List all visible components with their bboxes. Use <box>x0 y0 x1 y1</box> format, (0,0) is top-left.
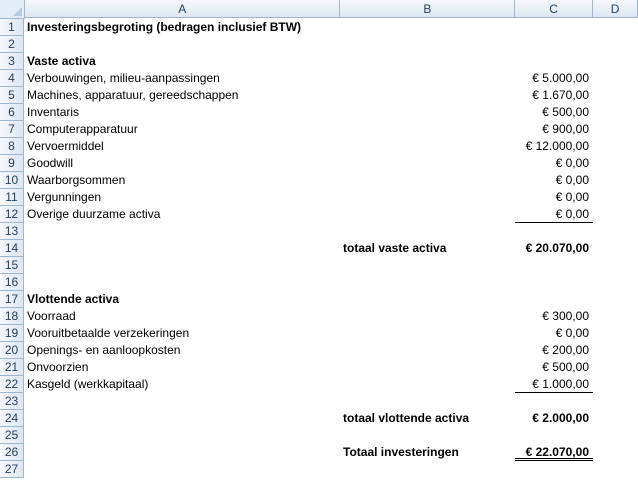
cell-c[interactable]: € 2.000,00 <box>532 411 589 425</box>
row-header[interactable]: 8 <box>0 138 24 155</box>
cell-d[interactable] <box>593 410 638 427</box>
table-row <box>0 274 638 291</box>
cell-b[interactable] <box>340 427 515 444</box>
table-row <box>0 444 638 461</box>
cell-a[interactable]: Machines, apparatuur, gereedschappen <box>27 88 239 102</box>
cell-d[interactable] <box>593 104 638 121</box>
row-header[interactable]: 9 <box>0 155 24 172</box>
cell-d[interactable] <box>593 325 638 342</box>
table-row <box>0 410 638 427</box>
table-row <box>0 427 638 444</box>
cell-a[interactable]: Vlottende activa <box>27 292 120 306</box>
row-header[interactable]: 22 <box>0 376 24 393</box>
cell-d[interactable] <box>593 19 638 36</box>
cell-c[interactable]: € 1.670,00 <box>532 88 589 102</box>
row-header[interactable]: 18 <box>0 308 24 325</box>
cell-c[interactable] <box>515 53 593 70</box>
table-row <box>0 342 638 359</box>
cell-c[interactable]: € 900,00 <box>542 122 589 136</box>
cell-a[interactable] <box>24 257 340 274</box>
cell-b[interactable] <box>340 376 515 393</box>
cell-d[interactable] <box>593 427 638 444</box>
cell-b[interactable] <box>340 342 515 359</box>
cell-c[interactable]: € 20.070,00 <box>525 241 589 255</box>
cell-d[interactable] <box>593 121 638 138</box>
row-header[interactable]: 14 <box>0 240 24 257</box>
cell-c[interactable] <box>515 36 593 53</box>
table-row <box>0 240 638 257</box>
cell-a[interactable] <box>24 427 340 444</box>
grid-rows <box>0 19 638 478</box>
cell-b[interactable] <box>340 223 515 240</box>
cell-d[interactable] <box>593 240 638 257</box>
table-row <box>0 291 638 308</box>
cell-b[interactable] <box>340 138 515 155</box>
table-row <box>0 308 638 325</box>
cell-c[interactable]: € 200,00 <box>542 343 589 357</box>
row-header[interactable]: 2 <box>0 36 24 53</box>
cell-c[interactable]: € 1.000,00 <box>515 376 593 393</box>
row-header[interactable]: 3 <box>0 53 24 70</box>
cell-b[interactable] <box>340 257 515 274</box>
cell-b[interactable] <box>340 70 515 87</box>
cell-a[interactable] <box>24 410 340 427</box>
row-header[interactable]: 20 <box>0 342 24 359</box>
cell-d[interactable] <box>593 87 638 104</box>
table-row <box>0 53 638 70</box>
cell-a[interactable]: Goodwill <box>27 156 74 170</box>
cell-a[interactable] <box>24 393 340 410</box>
cell-c[interactable]: € 300,00 <box>542 309 589 323</box>
cell-c[interactable] <box>515 427 593 444</box>
row-header[interactable]: 13 <box>0 223 24 240</box>
cell-a[interactable] <box>24 461 340 478</box>
cell-b[interactable] <box>340 36 515 53</box>
table-row <box>0 36 638 53</box>
cell-c[interactable]: € 0,00 <box>555 173 589 187</box>
cell-b[interactable] <box>340 189 515 206</box>
table-row <box>0 223 638 240</box>
cell-c[interactable]: € 0,00 <box>515 206 593 223</box>
cell-a[interactable] <box>24 444 340 461</box>
cell-b[interactable] <box>340 104 515 121</box>
cell-b[interactable] <box>340 325 515 342</box>
table-row <box>0 87 638 104</box>
cell-c[interactable] <box>515 393 593 410</box>
table-row <box>0 138 638 155</box>
cell-c[interactable] <box>515 19 593 36</box>
cell-d[interactable] <box>593 444 638 461</box>
cell-b[interactable] <box>340 308 515 325</box>
cell-c[interactable]: € 12.000,00 <box>525 139 589 153</box>
row-header[interactable]: 16 <box>0 274 24 291</box>
cell-c[interactable] <box>515 461 593 478</box>
cell-b[interactable] <box>340 172 515 189</box>
cell-a[interactable]: Vervoermiddel <box>27 139 104 153</box>
cell-b[interactable] <box>340 291 515 308</box>
row-header[interactable]: 12 <box>0 206 24 223</box>
cell-d[interactable] <box>593 376 638 393</box>
row-header[interactable]: 1 <box>0 19 24 36</box>
table-row <box>0 359 638 376</box>
table-row <box>0 121 638 138</box>
column-header-b[interactable]: B <box>340 0 515 18</box>
cell-d[interactable] <box>593 291 638 308</box>
cell-d[interactable] <box>593 36 638 53</box>
table-row <box>0 189 638 206</box>
cell-a[interactable]: Voorraad <box>27 309 76 323</box>
cell-d[interactable] <box>593 342 638 359</box>
row-header[interactable]: 21 <box>0 359 24 376</box>
cell-d[interactable] <box>593 206 638 223</box>
table-row <box>0 172 638 189</box>
cell-c[interactable] <box>515 291 593 308</box>
cell-b[interactable] <box>340 19 515 36</box>
cell-b[interactable] <box>340 53 515 70</box>
row-header[interactable]: 7 <box>0 121 24 138</box>
cell-a[interactable]: Vooruitbetaalde verzekeringen <box>27 326 190 340</box>
cell-d[interactable] <box>593 359 638 376</box>
cell-b[interactable]: totaal vlottende activa <box>343 411 470 425</box>
cell-b[interactable] <box>340 393 515 410</box>
cell-a[interactable] <box>24 240 340 257</box>
cell-d[interactable] <box>593 308 638 325</box>
cell-a[interactable]: Computerapparatuur <box>27 122 138 136</box>
row-header[interactable]: 26 <box>0 444 24 461</box>
table-row <box>0 104 638 121</box>
cell-b[interactable] <box>340 121 515 138</box>
cell-c[interactable] <box>515 274 593 291</box>
row-header[interactable]: 10 <box>0 172 24 189</box>
column-header-a[interactable]: A <box>25 0 341 18</box>
cell-b[interactable] <box>340 461 515 478</box>
row-header[interactable]: 15 <box>0 257 24 274</box>
row-header[interactable]: 5 <box>0 87 24 104</box>
cell-a[interactable]: Vergunningen <box>27 190 102 204</box>
cell-c[interactable]: € 0,00 <box>555 326 589 340</box>
cell-a[interactable]: Investeringsbegroting (bedragen inclusief BTW) <box>27 20 302 34</box>
table-row <box>0 376 638 393</box>
cell-b[interactable] <box>340 274 515 291</box>
row-header[interactable]: 11 <box>0 189 24 206</box>
cell-b[interactable]: totaal vaste activa <box>343 241 447 255</box>
cell-d[interactable] <box>593 274 638 291</box>
table-row <box>0 325 638 342</box>
table-row <box>0 257 638 274</box>
row-header[interactable]: 17 <box>0 291 24 308</box>
cell-a[interactable]: Onvoorzien <box>27 360 89 374</box>
cell-d[interactable] <box>593 53 638 70</box>
cell-a[interactable]: Overige duurzame activa <box>27 207 161 221</box>
cell-d[interactable] <box>593 461 638 478</box>
column-header-bar <box>0 0 638 19</box>
row-header[interactable]: 4 <box>0 70 24 87</box>
cell-b[interactable] <box>340 155 515 172</box>
cell-a[interactable] <box>24 223 340 240</box>
cell-d[interactable] <box>593 223 638 240</box>
column-header-c[interactable]: C <box>515 0 593 18</box>
cell-c[interactable]: € 500,00 <box>542 360 589 374</box>
cell-c[interactable]: € 5.000,00 <box>532 71 589 85</box>
cell-c[interactable]: € 0,00 <box>555 190 589 204</box>
cell-a[interactable]: Kasgeld (werkkapitaal) <box>27 377 149 391</box>
cell-c[interactable]: € 0,00 <box>555 156 589 170</box>
cell-d[interactable] <box>593 257 638 274</box>
column-header-d[interactable]: D <box>593 0 638 18</box>
cell-d[interactable] <box>593 393 638 410</box>
cell-a[interactable]: Verbouwingen, milieu-aanpassingen <box>27 71 220 85</box>
cell-a[interactable] <box>24 36 340 53</box>
cell-b[interactable] <box>340 359 515 376</box>
table-row <box>0 70 638 87</box>
cell-d[interactable] <box>593 172 638 189</box>
cell-d[interactable] <box>593 70 638 87</box>
cell-b[interactable]: Totaal investeringen <box>343 445 459 459</box>
table-row <box>0 393 638 410</box>
table-row <box>0 155 638 172</box>
cell-a[interactable]: Openings- en aanloopkosten <box>27 343 181 357</box>
cell-c[interactable] <box>515 223 593 240</box>
table-row <box>0 206 638 223</box>
row-header[interactable]: 24 <box>0 410 24 427</box>
cell-a[interactable]: Inventaris <box>27 105 80 119</box>
table-row <box>0 461 638 478</box>
cell-a[interactable] <box>24 274 340 291</box>
cell-d[interactable] <box>593 155 638 172</box>
cell-c[interactable]: € 500,00 <box>542 105 589 119</box>
cell-d[interactable] <box>593 189 638 206</box>
cell-a[interactable]: Vaste activa <box>27 54 96 68</box>
row-header[interactable]: 25 <box>0 427 24 444</box>
cell-c[interactable] <box>515 257 593 274</box>
cell-a[interactable]: Waarborgsommen <box>27 173 126 187</box>
cell-c[interactable]: € 22.070,00 <box>515 444 593 461</box>
row-header[interactable]: 27 <box>0 461 24 478</box>
cell-d[interactable] <box>593 138 638 155</box>
row-header[interactable]: 6 <box>0 104 24 121</box>
select-all-corner[interactable] <box>0 0 25 19</box>
cell-b[interactable] <box>340 206 515 223</box>
table-row <box>0 19 638 36</box>
row-header[interactable]: 19 <box>0 325 24 342</box>
cell-b[interactable] <box>340 87 515 104</box>
row-header[interactable]: 23 <box>0 393 24 410</box>
